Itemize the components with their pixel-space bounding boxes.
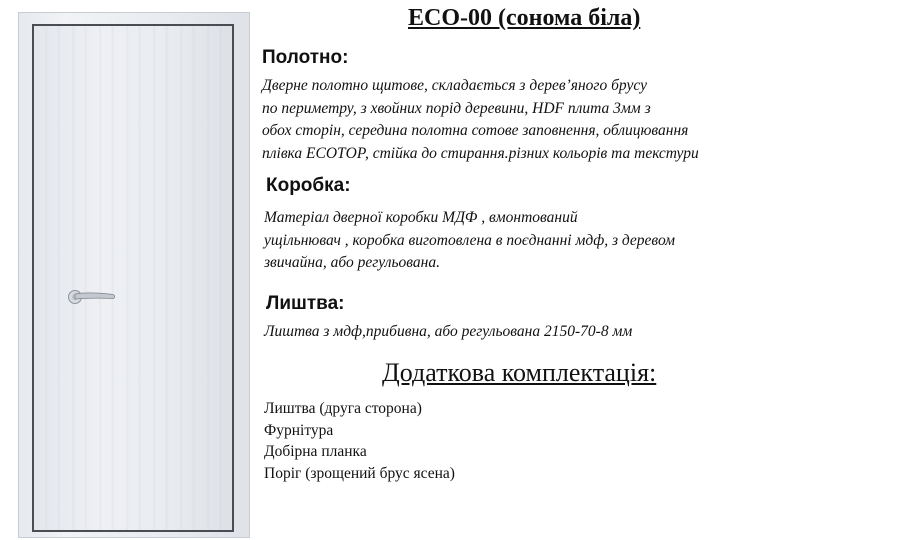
list-item: Фурнітура: [264, 421, 334, 439]
text-line: ущільнювач , коробка виготовлена в поєднанні мдф, з деревом: [264, 231, 676, 249]
text-line: Лиштва з мдф,прибивна, або регульована 2150-70-8 мм: [264, 323, 633, 340]
text-line: плівка ЕСОТОР, стійка до стирання.різних кольорів та текстури: [262, 144, 699, 162]
text-line: Дверне полотно щитове, складається з дерев’яного брусу: [262, 77, 647, 94]
list-item: Добірна планка: [264, 443, 367, 460]
extras-heading: Додаткова комплектація:: [382, 358, 657, 387]
door-leaf: [32, 24, 234, 532]
product-title: ЕСО-00 (сонома біла): [408, 5, 641, 31]
text-line: по периметру, з хвойних порід деревини, HDF плита 3мм з: [262, 99, 651, 117]
section-heading-leaf: Полотно:: [262, 47, 349, 68]
section-heading-casing: Лиштва:: [266, 293, 345, 314]
text-line: звичайна, або регульована.: [264, 254, 440, 271]
text-line: Матеріал дверної коробки МДФ , вмонтований: [264, 209, 578, 226]
text-line: обох сторін, середина полотна сотове заповнення, облицювання: [262, 122, 689, 139]
door-handle-icon: [67, 289, 117, 305]
section-text-leaf: [262, 75, 699, 165]
extras-list: [264, 398, 455, 484]
list-item: Поріг (зрощений брус ясена): [264, 464, 455, 482]
section-heading-frame: Коробка:: [266, 175, 351, 196]
list-item: Лиштва (друга сторона): [264, 400, 422, 417]
section-text-frame: [264, 207, 675, 275]
section-text-casing: [264, 321, 632, 344]
